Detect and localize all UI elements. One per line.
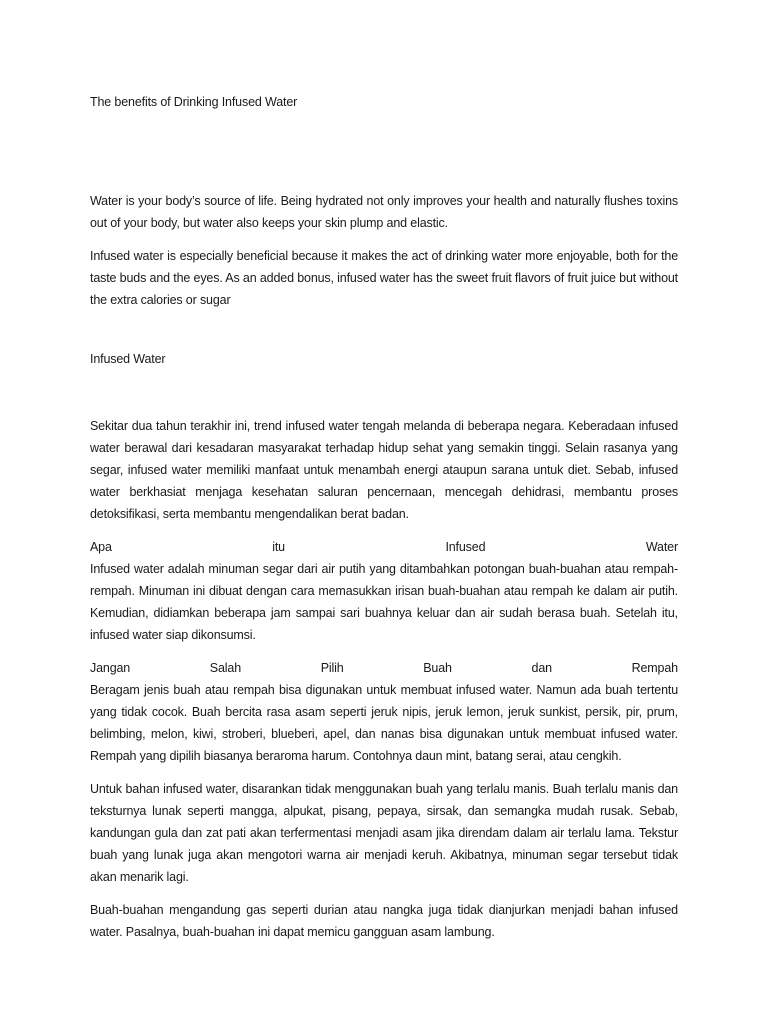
section-heading: Infused Water	[90, 352, 166, 366]
subheading-word: Buah	[423, 661, 452, 675]
subheading-word: Rempah	[631, 661, 678, 675]
body-paragraph-2: Infused water adalah minuman segar dari air putih yang ditambahkan potongan buah-buahan atau rempah-rempah. Minuman ini dibuat dengan cara memasukkan irisan buah-buahan atau rempah ke dalam air putih. Kemudian, didiamkan beberapa jam sampai sari buahnya keluar dan air sudah berasa buah. Setelah itu, infused water siap dikonsumsi.	[90, 562, 678, 642]
paragraph-gap	[90, 234, 678, 245]
intro-section	[90, 190, 678, 311]
paragraph-gap	[90, 646, 678, 657]
subheading-word: Water	[645, 540, 678, 554]
subheading-word: Salah	[209, 661, 242, 675]
body-paragraph-1: Sekitar dua tahun terakhir ini, trend infused water tengah melanda di beberapa negara. Keberadaan infused water berawal dari kesadaran masyarakat terhadap hidup sehat yang semakin tinggi. Selain rasanya yang segar, infused water memiliki manfaat untuk menambah energi ataupun sarana untuk diet. Sebab, infused water berkhasiat menjaga kesehatan saluran pencernaan, mencegah dehidrasi, membantu proses detoksifikasi, serta membantu mengendalikan berat badan.	[90, 419, 678, 521]
subheading-word: itu	[272, 540, 285, 554]
intro-paragraph-2: Infused water is especially beneficial because it makes the act of drinking water more enjoyable, both for the taste buds and the eyes. As an added bonus, infused water has the sweet fruit flavors of fruit juice but without the extra calories or sugar	[90, 249, 678, 307]
paragraph-gap	[90, 888, 678, 899]
document-title: The benefits of Drinking Infused Water	[90, 95, 298, 109]
subheading-word: Pilih	[320, 661, 344, 675]
subheading-word: dan	[531, 661, 552, 675]
subheading-word: Jangan	[90, 661, 131, 675]
body-paragraph-3: Beragam jenis buah atau rempah bisa digunakan untuk membuat infused water. Namun ada buah tertentu yang tidak cocok. Buah bercita rasa asam seperti jeruk nipis, jeruk lemon, jeruk sunkist, persik, pir, prum, belimbing, melon, kiwi, stroberi, blueberi, apel, dan nanas bisa digunakan untuk membuat infused water. Rempah yang dipilih biasanya beraroma harum. Contohnya daun mint, batang serai, atau cengkih.	[90, 683, 678, 763]
body-section	[90, 415, 678, 943]
subheading-word: Apa	[90, 540, 112, 554]
body-paragraph-4: Untuk bahan infused water, disarankan tidak menggunakan buah yang terlalu manis. Buah terlalu manis dan teksturnya lunak seperti mangga, alpukat, pisang, pepaya, sirsak, dan semangka mudah rusak. Sebab, kandungan gula dan zat pati akan terfermentasi menjadi asam jika direndam dalam air terlalu lama. Tekstur buah yang lunak juga akan mengotori warna air menjadi keruh. Akibatnya, minuman segar tersebut tidak akan menarik lagi.	[90, 782, 678, 884]
subheading-what-is	[90, 536, 678, 558]
intro-paragraph-1: Water is your body’s source of life. Being hydrated not only improves your health and naturally flushes toxins out of your body, but water also keeps your skin plump and elastic.	[90, 194, 678, 230]
subheading-word: Infused	[445, 540, 486, 554]
paragraph-gap	[90, 525, 678, 536]
paragraph-gap	[90, 767, 678, 778]
body-paragraph-5: Buah-buahan mengandung gas seperti durian atau nangka juga tidak dianjurkan menjadi bahan infused water. Pasalnya, buah-buahan ini dapat memicu gangguan asam lambung.	[90, 903, 678, 939]
subheading-fruit-choice	[90, 657, 678, 679]
